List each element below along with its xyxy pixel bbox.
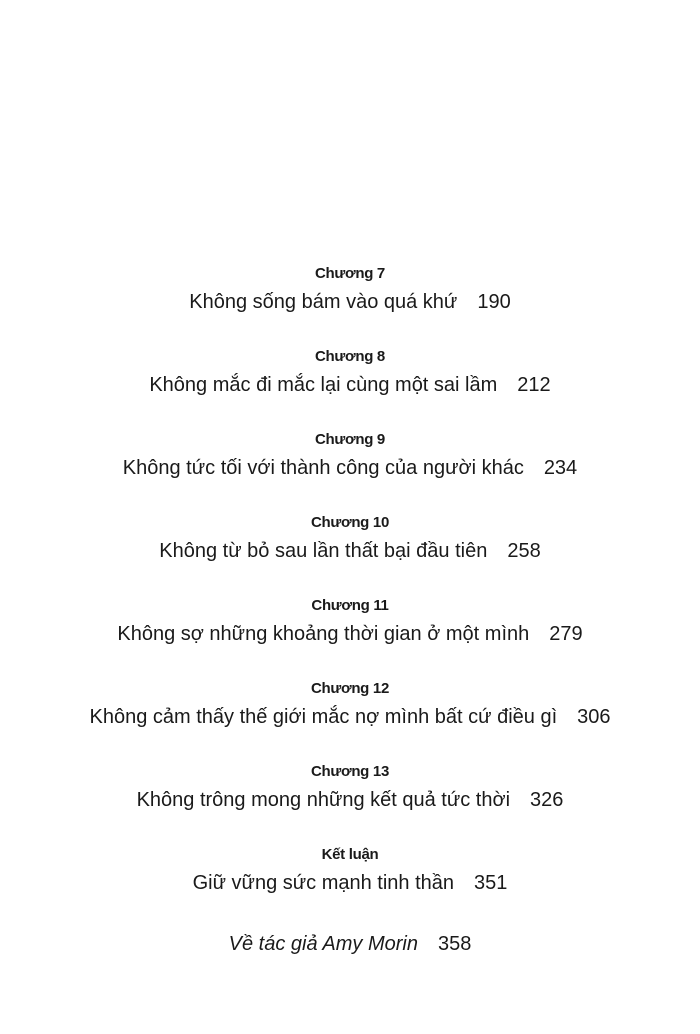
chapter-label: Chương 11 [311, 597, 389, 614]
chapter-title: Không cảm thấy thế giới mắc nợ mình bất cứ điều gì [89, 706, 558, 728]
chapter-line [0, 618, 700, 650]
chapter-line [0, 535, 700, 567]
toc-entry-chapter-10 [0, 511, 700, 594]
chapter-label: Chương 10 [311, 514, 389, 531]
toc-entry-about-author [0, 928, 700, 960]
page-number: 279 [549, 623, 583, 645]
chapter-title: Không trông mong những kết quả tức thời [136, 789, 511, 811]
chapter-label: Chương 12 [311, 680, 389, 697]
toc-entry-chapter-11 [0, 594, 700, 677]
toc-entry-chapter-7 [0, 262, 700, 345]
chapter-label: Chương 8 [315, 348, 385, 365]
chapter-title: Không mắc đi mắc lại cùng một sai lầm [149, 374, 498, 396]
page-number: 190 [477, 291, 511, 313]
table-of-contents [0, 262, 700, 926]
page-number: 258 [507, 540, 541, 562]
chapter-line [0, 784, 700, 816]
chapter-line [0, 452, 700, 484]
chapter-line [0, 701, 700, 733]
page-number: 306 [577, 706, 611, 728]
toc-entry-chapter-8 [0, 345, 700, 428]
chapter-line [0, 286, 700, 318]
page-number: 212 [517, 374, 551, 396]
page-number: 351 [474, 872, 508, 894]
toc-entry-chapter-9 [0, 428, 700, 511]
page-number: 326 [530, 789, 564, 811]
chapter-label: Chương 7 [315, 265, 385, 282]
chapter-label: Chương 13 [311, 763, 389, 780]
about-author-title: Về tác giả Amy Morin [228, 933, 418, 955]
chapter-title: Không sống bám vào quá khứ [189, 291, 458, 313]
toc-entry-chapter-13 [0, 760, 700, 843]
page-number: 358 [437, 933, 472, 955]
chapter-line [0, 369, 700, 401]
toc-entry-conclusion [0, 843, 700, 926]
toc-entry-chapter-12 [0, 677, 700, 760]
chapter-title: Không từ bỏ sau lần thất bại đầu tiên [159, 540, 488, 562]
chapter-label: Kết luận [321, 846, 379, 863]
chapter-title: Giữ vững sức mạnh tinh thần [192, 872, 455, 894]
page-number: 234 [543, 457, 578, 479]
chapter-line [0, 867, 700, 899]
chapter-title: Không sợ những khoảng thời gian ở một mình [117, 623, 530, 645]
chapter-label: Chương 9 [315, 431, 385, 448]
chapter-title: Không tức tối với thành công của người khác [122, 457, 524, 479]
